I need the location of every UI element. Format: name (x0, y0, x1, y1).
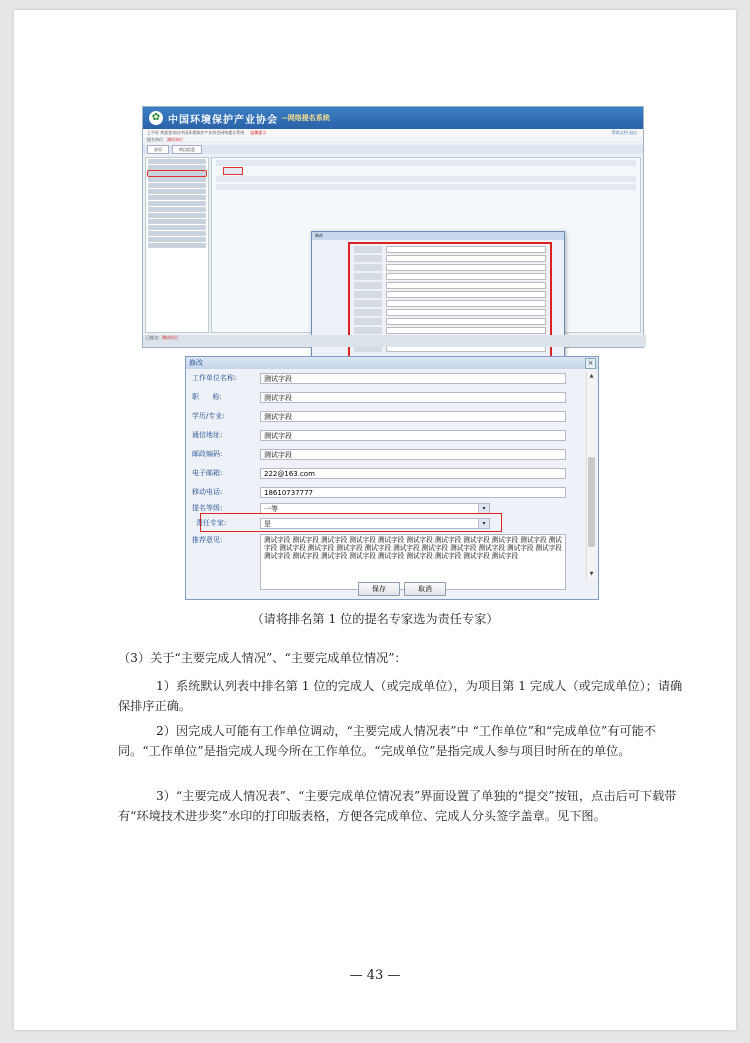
title-input[interactable]: 测试字段 (260, 392, 566, 403)
figure-caption: （请将排名第 1 位的提名专家选为责任专家） (251, 612, 499, 626)
work-unit-input[interactable]: 测试字段 (260, 373, 566, 384)
status-bar (143, 335, 646, 347)
tree-item[interactable] (148, 159, 206, 164)
address-input[interactable]: 测试字段 (260, 430, 566, 441)
field-label: 移动电话: (192, 488, 223, 496)
form-field[interactable] (354, 291, 546, 298)
scroll-down-icon[interactable]: ▼ (589, 571, 594, 577)
tree-item[interactable] (148, 213, 206, 218)
chevron-down-icon[interactable]: ▾ (478, 504, 489, 513)
field-label: 工作单位名称: (192, 374, 237, 382)
field-label: 通信地址: (192, 431, 223, 439)
tab-home[interactable]: 首页 (147, 145, 169, 154)
expert-form (192, 371, 576, 567)
user-label: 提名单位： (147, 137, 167, 142)
opinion-textarea[interactable]: 测试字段 测试字段 测试字段 测试字段 测试字段 测试字段 测试字段 测试字段 测试字段 测试字段 测试字段 测试字段 测试字段 测试字段 测试字段 测试字段 测试字段 测试字段 测试字段 测试字段 测试字段 测试字段 测试字段 测试字段 测试字段 测试字段 测试字段 测试字段 测试字段 测试字段 (260, 534, 566, 590)
tree-item[interactable] (148, 219, 206, 224)
field-work-unit (192, 371, 576, 385)
field-email (192, 466, 576, 480)
field-label: 推荐意见: (192, 536, 223, 544)
paragraph-2: 2）因完成人可能有工作单位调动，“主要完成人情况表”中 “工作单位”和“完成单位”有可能不同。“工作单位”是指完成人现今所在工作单位。“完成单位”是指完成人参与项目时所在的单位。 (118, 724, 656, 758)
field-address (192, 428, 576, 442)
dialog-title: 修改 (189, 359, 203, 367)
edit-dialog (185, 356, 599, 600)
form-field[interactable] (354, 246, 546, 253)
tree-item[interactable] (148, 225, 206, 230)
tree-item[interactable] (148, 183, 206, 188)
system-screenshot-overview (142, 106, 644, 348)
tree-item[interactable] (148, 207, 206, 212)
responsible-expert-select[interactable] (260, 518, 490, 529)
tree-item[interactable] (148, 165, 206, 170)
tree-item[interactable] (148, 237, 206, 242)
document-page (14, 10, 736, 1030)
chevron-down-icon[interactable]: ▾ (478, 519, 489, 528)
form-field[interactable] (354, 273, 546, 280)
form-field[interactable] (354, 282, 546, 289)
form-field[interactable] (354, 318, 546, 325)
email-input[interactable]: 222@163.com (260, 468, 566, 479)
education-input[interactable]: 测试字段 (260, 411, 566, 422)
scroll-thumb[interactable] (588, 457, 595, 547)
section-heading: （3）关于“主要完成人情况”、“主要完成单位情况”： (118, 651, 407, 665)
dialog-titlebar (186, 357, 598, 369)
field-label: 学历/专业: (192, 412, 225, 420)
system-subtitle: --网络提名系统 (282, 114, 330, 122)
tree-item[interactable] (148, 201, 206, 206)
navigation-tree (145, 157, 209, 333)
tree-item[interactable] (148, 189, 206, 194)
form-field[interactable] (354, 264, 546, 271)
tree-item-selected[interactable] (148, 171, 206, 176)
grid-row-selected[interactable] (224, 168, 242, 174)
paragraph-3: 3）“主要完成人情况表”、“主要完成单位情况表”界面设置了单独的“提交”按钮，点击后可下载带有“环境技术进步奖”水印的打印版表格，方便各完成单位、完成人分头签字盖章。见下图。 (118, 789, 677, 823)
grid-row[interactable] (216, 184, 636, 190)
info-bar (143, 129, 643, 137)
help-logout-links[interactable]: 帮助文档 退出 (611, 130, 637, 135)
tree-item[interactable] (148, 231, 206, 236)
dialog-title: 修改 (312, 232, 564, 240)
save-button[interactable]: 保存 (358, 582, 400, 596)
user-line (143, 137, 643, 145)
rank-value: 一等 (264, 504, 278, 513)
tab-project-info[interactable]: 项目信息 (172, 145, 202, 154)
field-label: 邮政编码: (192, 450, 223, 458)
field-responsible-expert (192, 516, 576, 530)
association-logo-icon: ✿ (149, 111, 163, 125)
form-field[interactable] (354, 327, 546, 334)
postcode-input[interactable]: 测试字段 (260, 449, 566, 460)
workspace (143, 154, 643, 334)
tree-item[interactable] (148, 243, 206, 248)
form-field[interactable] (354, 309, 546, 316)
tree-item[interactable] (148, 195, 206, 200)
field-education (192, 409, 576, 423)
field-label: 职 称: (192, 393, 222, 401)
user-value: 测试单位 (167, 137, 183, 142)
field-postcode (192, 447, 576, 461)
highlight-box (348, 242, 552, 368)
system-banner (143, 107, 643, 129)
tree-item[interactable] (148, 177, 206, 182)
cancel-button[interactable]: 取消 (404, 582, 446, 596)
field-mobile (192, 485, 576, 499)
dialog-button-bar (358, 582, 446, 596)
status-label: 已提交： (146, 335, 162, 340)
status-value: 测试项目 (162, 335, 178, 340)
responsible-expert-value: 是 (264, 519, 271, 528)
form-field[interactable] (354, 255, 546, 262)
tab-strip (143, 145, 643, 154)
grid-header (216, 160, 636, 166)
warning-text: 温馨提示 (250, 130, 267, 135)
field-label: 电子邮箱: (192, 469, 223, 477)
page-number: — 43 — (349, 968, 401, 983)
field-label: 提名等级: (192, 504, 223, 512)
field-title (192, 390, 576, 404)
field-label: 责任专家: (196, 519, 227, 527)
form-field[interactable] (354, 300, 546, 307)
system-title: 中国环境保护产业协会 (168, 114, 278, 126)
scrollbar[interactable] (586, 371, 596, 579)
grid-row[interactable] (216, 176, 636, 182)
rank-select[interactable] (260, 503, 490, 514)
mobile-input[interactable]: 18610737777 (260, 487, 566, 498)
greeting-text: 上午好 欢迎您访问中国环境保护产业协会网络提名系统 (147, 130, 245, 135)
scroll-up-icon[interactable]: ▲ (589, 373, 594, 379)
close-icon[interactable]: × (585, 358, 596, 369)
paragraph-1: 1）系统默认列表中排名第 1 位的完成人（或完成单位），为项目第 1 完成人（或完成单位）；请确保排序正确。 (118, 679, 683, 713)
